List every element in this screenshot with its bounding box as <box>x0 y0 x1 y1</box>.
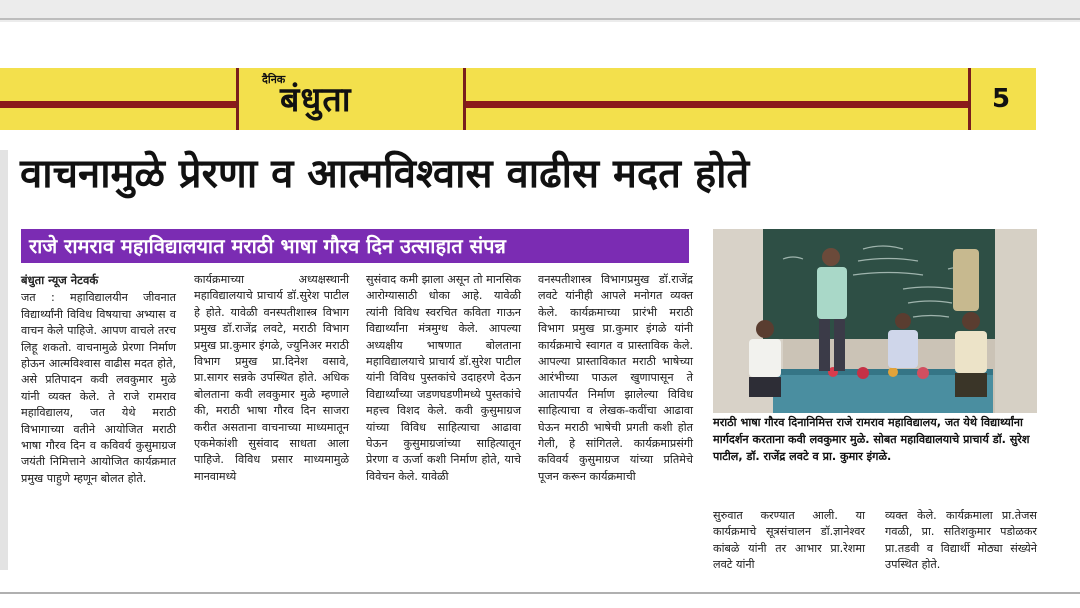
subheadline: राजे रामराव महाविद्यालयात मराठी भाषा गौरव दिन उत्साहात संपन्न <box>21 229 689 263</box>
article-text: व्यक्त केले. कार्यक्रमाला प्रा.तेजस गवळी, प्रा. सतिशकुमार पडोळकर प्रा.तडवी व विद्यार्थी मोठ्या संख्येने उपस्थित होते. <box>885 509 1037 572</box>
masthead-divider <box>968 68 971 130</box>
next-section-edge <box>0 590 1080 608</box>
top-strip <box>0 0 1080 22</box>
article-text: जत : महाविद्यालयीन जीवनात विद्यार्थ्यांनी विविध विषयाचा अभ्यास व वाचन केले पाहिजे. आपण वाचले तरच लिहू शकतो. वाचनामुळे प्रेरणा निर्माण होऊन आत्मविश्वास वाढीस मदत होते, असे प्रतिपादन कवी लवकुमार मुळे यांनी व्यक्त केले. ते राजे रामराव महाविद्यालय, जत येथे मराठी विभागाच्या वतीने आयोजित मराठी भाषा गौरव दिन व कविवर्य कुसुमाग्रज जयंती निमित्ताने आयोजित कार्यक्रमात प्रमुख पाहुणे म्हणून बोलत होते. <box>21 291 176 485</box>
article-column-3 <box>366 272 521 485</box>
masthead-rule-right <box>466 101 968 108</box>
article-column-2 <box>194 272 349 485</box>
article-text: सुसंवाद कमी झाला असून तो मानसिक आरोग्यासाठी धोका आहे. यावेळी त्यांनी विविध स्वरचित कविता गाऊन विद्यार्थ्यांना मंत्रमुग्ध केले. आपल्या अध्यक्षीय भाषणात बोलताना महाविद्यालयाचे प्राचार्य डॉ.सुरेश पाटील यांनी विविध पुस्तकांचे उदाहरणे देऊन विद्यार्थ्यांच्या जडणघडणीमध्ये पुस्तकांचे महत्त्व विशद केले. कवी कुसुमाग्रज यांच्या विविध साहित्याचा आढावा घेऊन कुसुमाग्रजांच्या साहित्यातून प्रेरणा व ऊर्जा कशी निर्माण होते, याचे विवेचन केले. यावेळी <box>366 273 521 483</box>
masthead-divider <box>236 68 239 130</box>
article-text: सुरुवात करण्यात आली. या कार्यक्रमाचे सूत्रसंचालन डॉ.ज्ञानेश्वर कांबळे यांनी तर आभार प्रा.रेशमा लवटे यांनी <box>713 509 865 572</box>
page-edge <box>0 150 8 570</box>
article-column-6 <box>885 508 1037 574</box>
headline: वाचनामुळे प्रेरणा व आत्मविश्वास वाढीस मदत होते <box>20 151 750 197</box>
page-number: 5 <box>992 84 1011 114</box>
article-column-5 <box>713 508 865 574</box>
article-text: कार्यक्रमाच्या अध्यक्षस्थानी महाविद्यालयाचे प्राचार्य डॉ.सुरेश पाटील हे होते. यावेळी वनस्पतीशास्त्र विभाग प्रमुख डॉ.राजेंद्र लवटे, मराठी विभाग प्रमुख प्रा.कुमार इंगळे, ज्युनिअर मराठी विभाग प्रमुख प्रा.दिनेश वसावे, प्रा.सागर सन्नके उपस्थित होते. अधिक बोलताना कवी लवकुमार मुळे म्हणाले की, मराठी भाषा गौरव दिन साजरा करीत असताना वाचनाच्या माध्यमातून एकमेकांशी सुसंवाद साधता आला पाहिजे. विविध प्रसार माध्यमामुळे मानवामध्ये <box>194 273 349 483</box>
masthead-rule-left <box>0 101 236 108</box>
event-photo <box>713 229 1037 413</box>
photo-caption: मराठी भाषा गौरव दिनानिमित्त राजे रामराव महाविद्यालय, जत येथे विद्यार्थ्यांना मार्गदर्शन करताना कवी लवकुमार मुळे. सोबत महाविद्यालयाचे प्राचार्य डॉ. सुरेश पाटील, डॉ. राजेंद्र लवटे व प्रा. कुमार इंगळे. <box>713 416 1030 463</box>
article-column-4 <box>538 272 693 485</box>
masthead-small-label: दैनिक <box>262 73 286 86</box>
masthead-divider <box>463 68 466 130</box>
newspaper-brand: बंधुता <box>280 80 352 120</box>
byline: बंधुता न्यूज नेटवर्क <box>21 273 99 287</box>
masthead <box>0 68 1036 130</box>
article-text: वनस्पतीशास्त्र विभागप्रमुख डॉ.राजेंद्र लवटे यांनीही आपले मनोगत व्यक्त केले. कार्यक्रमाच्या प्रारंभी मराठी विभाग प्रमुख प्रा.कुमार इंगळे यांनी कार्यक्रमाचे स्वागत व प्रास्ताविक केले. आपल्या प्रास्ताविकात मराठी भाषेच्या आरंभीच्या पाऊल खुणापासून ते आतापर्यंत निर्माण झालेल्या विविध साहित्याचा व लेखक-कवींचा आढावा घेऊन मराठी भाषेची प्रगती कशी होत गेली, हे सांगितले. कार्यक्रमाप्रसंगी कविवर्य कुसुमाग्रज यांच्या प्रतिमेचे पूजन करून कार्यक्रमाची <box>538 273 693 483</box>
article-column-1 <box>21 272 176 487</box>
